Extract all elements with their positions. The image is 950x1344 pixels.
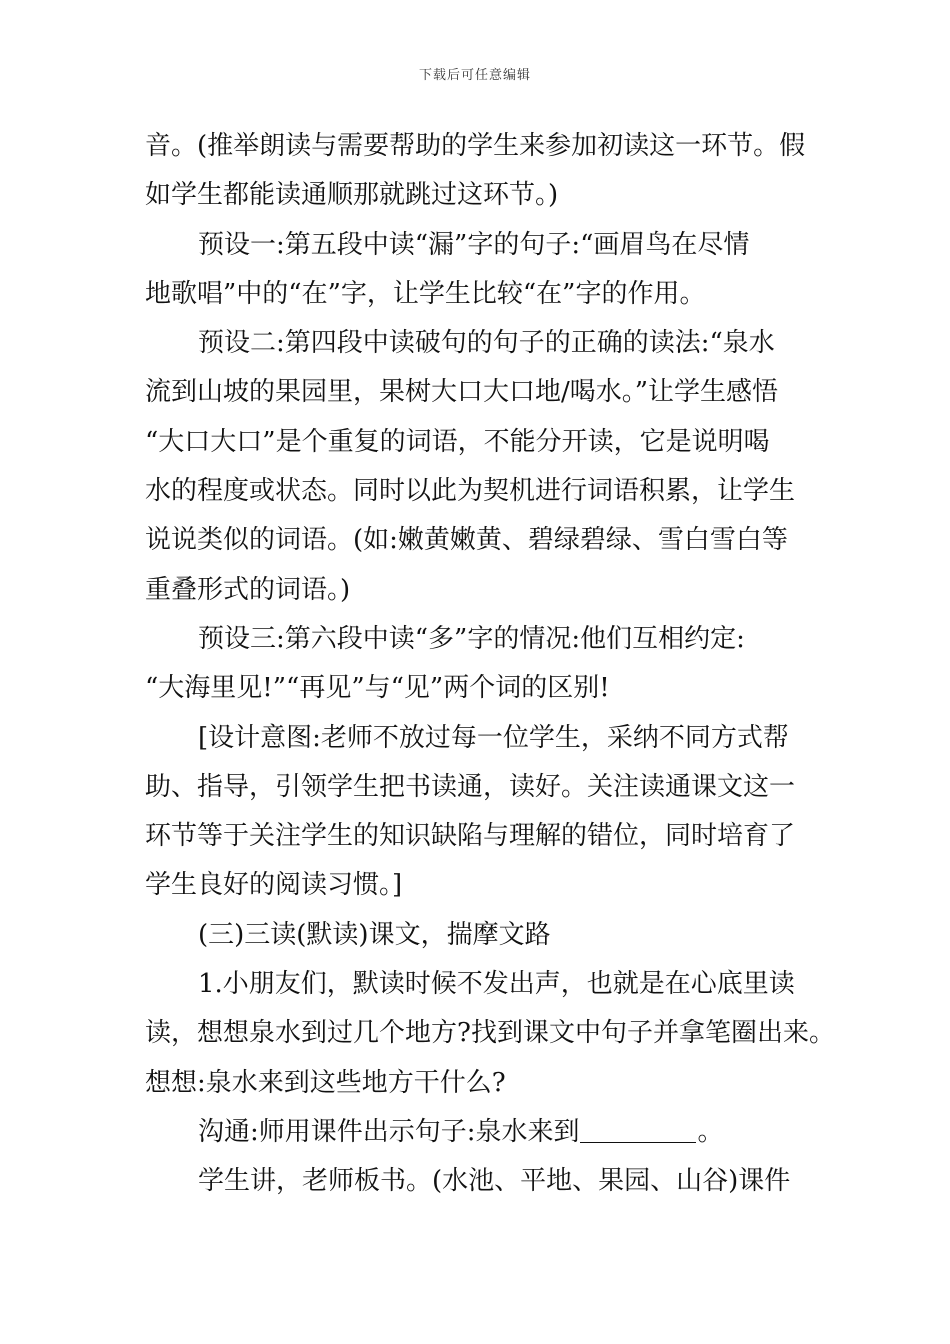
- fill-blank-prefix: 沟通:师用课件出示句子:泉水来到: [198, 1116, 580, 1147]
- text-line: 学生良好的阅读习惯。]: [145, 870, 403, 901]
- text-line: “大口大口”是个重复的词语，不能分开读，它是说明喝: [145, 426, 770, 457]
- fill-in-blank: [580, 1116, 696, 1143]
- text-line: 重叠形式的词语。): [145, 574, 351, 605]
- fill-blank-line: [145, 1108, 825, 1157]
- text-line: 学生讲，老师板书。(水池、平地、果园、山谷)课件: [198, 1166, 791, 1197]
- text-line: 如学生都能读通顺那就跳过这环节。): [145, 180, 559, 211]
- fill-blank-suffix: 。: [697, 1116, 724, 1147]
- text-line: [设计意图:老师不放过每一位学生，采纳不同方式帮: [198, 722, 789, 753]
- text-line: 音。(推举朗读与需要帮助的学生来参加初读这一环节。假: [145, 131, 806, 161]
- text-line: 环节等于关注学生的知识缺陷与理解的错位，同时培育了: [145, 821, 796, 852]
- text-line: 预设三:第六段中读“多”字的情况:他们互相约定:: [198, 623, 745, 654]
- text-line: “大海里见!”“再见”与“见”两个词的区别!: [145, 673, 610, 704]
- text-line: 预设一:第五段中读“漏”字的句子:“画眉鸟在尽情: [198, 229, 750, 260]
- text-line: 流到山坡的果园里，果树大口大口地/喝水。”让学生感悟: [145, 377, 779, 408]
- page-header: 下载后可任意编辑: [418, 68, 531, 83]
- text-line: 想想:泉水来到这些地方干什么?: [145, 1067, 506, 1098]
- body-text: [145, 122, 835, 1207]
- text-line: 助、指导，引领学生把书读通，读好。关注读通课文这一: [145, 771, 796, 802]
- section-heading: (三)三读(默读)课文，揣摩文路: [198, 919, 551, 950]
- text-line: 读，想想泉水到过几个地方?找到课文中句子并拿笔圈出来。: [145, 1018, 835, 1049]
- text-line: 地歌唱”中的“在”字，让学生比较“在”字的作用。: [145, 278, 706, 309]
- text-line: 预设二:第四段中读破句的句子的正确的读法:“泉水: [198, 328, 775, 359]
- text-line: 水的程度或状态。同时以此为契机进行词语积累，让学生: [145, 476, 796, 507]
- text-line: 说说类似的词语。(如:嫩黄嫩黄、碧绿碧绿、雪白雪白等: [145, 525, 788, 556]
- text-line: 1.小朋友们，默读时候不发出声，也就是在心底里读: [198, 969, 795, 1000]
